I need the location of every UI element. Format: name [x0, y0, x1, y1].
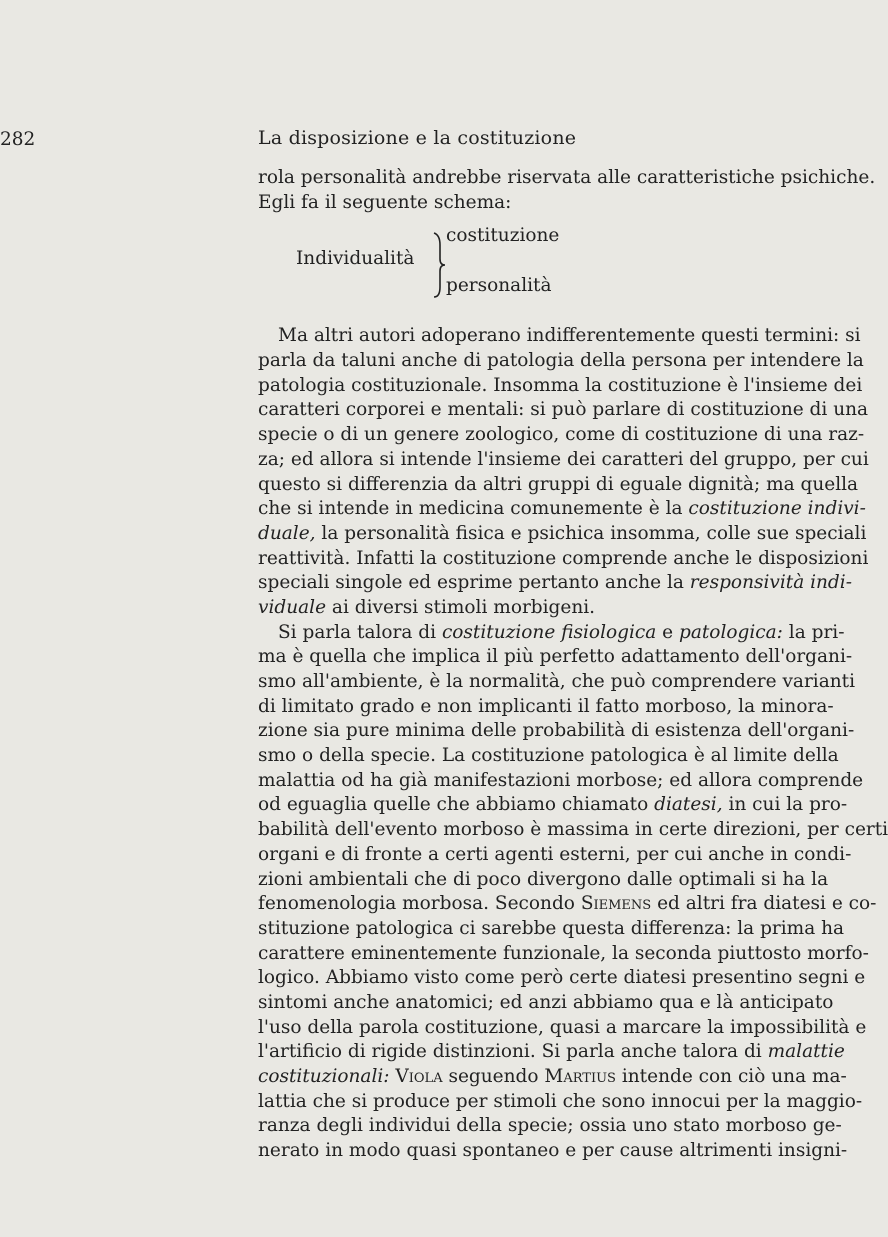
schema-label: Individualità [296, 248, 415, 270]
schema-lower: personalità [446, 275, 552, 297]
text-line: logico. Abbiamo visto come però certe diatesi presentino segni e [258, 967, 866, 989]
text-line: duale, la personalità fisica e psichica insomma, colle sue speciali [258, 522, 867, 544]
text-line: smo all'ambiente, è la normalità, che può comprendere varianti [258, 671, 855, 692]
text-line: Si parla talora di costituzione fisiologica e patologica: la pri- [278, 621, 845, 643]
text-line: lattia che si produce per stimoli che sono innocui per la maggio- [258, 1090, 863, 1112]
page-body [258, 166, 888, 1164]
schema-diagram [258, 223, 756, 306]
text-line: ma è quella che implica il più perfetto adattamento dell'organi- [258, 646, 853, 668]
text-line: zioni ambientali che di poco divergono dalle optimali si ha la [258, 868, 829, 890]
text-line: carattere eminentemente funzionale, la seconda piuttosto morfo- [258, 942, 869, 964]
text-line: questo si differenzia da altri gruppi di eguale dignità; ma quella [258, 473, 859, 495]
text-line: di limitato grado e non implicanti il fatto morboso, la minora- [258, 695, 834, 717]
text-line: l'uso della parola costituzione, quasi a marcare la impossibilità e [258, 1016, 867, 1038]
text-line: babilità dell'evento morboso è massima in certe direzioni, per certi [258, 819, 888, 841]
schema-upper: costituzione [446, 225, 560, 247]
text-line: smo o della specie. La costituzione patologica è al limite della [258, 745, 839, 767]
text-line: za; ed allora si intende l'insieme dei caratteri del gruppo, per cui [258, 448, 869, 470]
text-line: patologia costituzionale. Insomma la costituzione è l'insieme dei [258, 374, 863, 396]
text-line: caratteri corporei e mentali: si può parlare di costituzione di una [258, 399, 869, 421]
text-line: Egli fa il seguente schema: [258, 191, 512, 213]
text-line: viduale ai diversi stimoli morbigeni. [258, 596, 596, 618]
text-line: ranza degli individui della specie; ossia uno stato morboso ge- [258, 1115, 842, 1137]
text-line: reattività. Infatti la costituzione comprende anche le disposizioni [258, 547, 869, 569]
text-line: od eguaglia quelle che abbiamo chiamato diatesi, in cui la pro- [258, 794, 848, 816]
text-line: nerato in modo quasi spontaneo e per cause altrimenti insigni- [258, 1140, 848, 1162]
text-line: sintomi anche anatomici; ed anzi abbiamo qua e là anticipato [258, 991, 834, 1013]
brace-icon [432, 231, 446, 299]
text-line: organi e di fronte a certi agenti esterni, per cui anche in condi- [258, 843, 852, 865]
text-line: parla da taluni anche di patologia della persona per intendere la [258, 350, 864, 372]
text-line: rola personalità andrebbe riservata alle caratteristiche psichiche. [258, 167, 876, 188]
page-number: 282 [0, 129, 36, 150]
text-line: che si intende in medicina comunemente è la costituzione indivi- [258, 498, 866, 520]
text-line: speciali singole ed esprime pertanto anche la responsività indi- [258, 572, 852, 594]
text-line: specie o di un genere zoologico, come di costituzione di una raz- [258, 424, 865, 446]
text-line: Ma altri autori adoperano indifferentemente questi termini: si [278, 325, 861, 347]
text-line: fenomenologia morbosa. Secondo Siemens ed altri fra diatesi e co- [258, 893, 877, 915]
text-line: costituzionali: Viola seguendo Martius intende con ciò una ma- [258, 1066, 847, 1087]
running-title: La disposizione e la costituzione [258, 127, 577, 149]
text-line: stituzione patologica ci sarebbe questa differenza: la prima ha [258, 917, 845, 939]
text-line: zione sia pure minima delle probabilità di esistenza dell'organi- [258, 720, 855, 742]
text-line: l'artificio di rigide distinzioni. Si parla anche talora di malattie [258, 1041, 845, 1063]
text-line: malattia od ha già manifestazioni morbose; ed allora comprende [258, 769, 864, 791]
